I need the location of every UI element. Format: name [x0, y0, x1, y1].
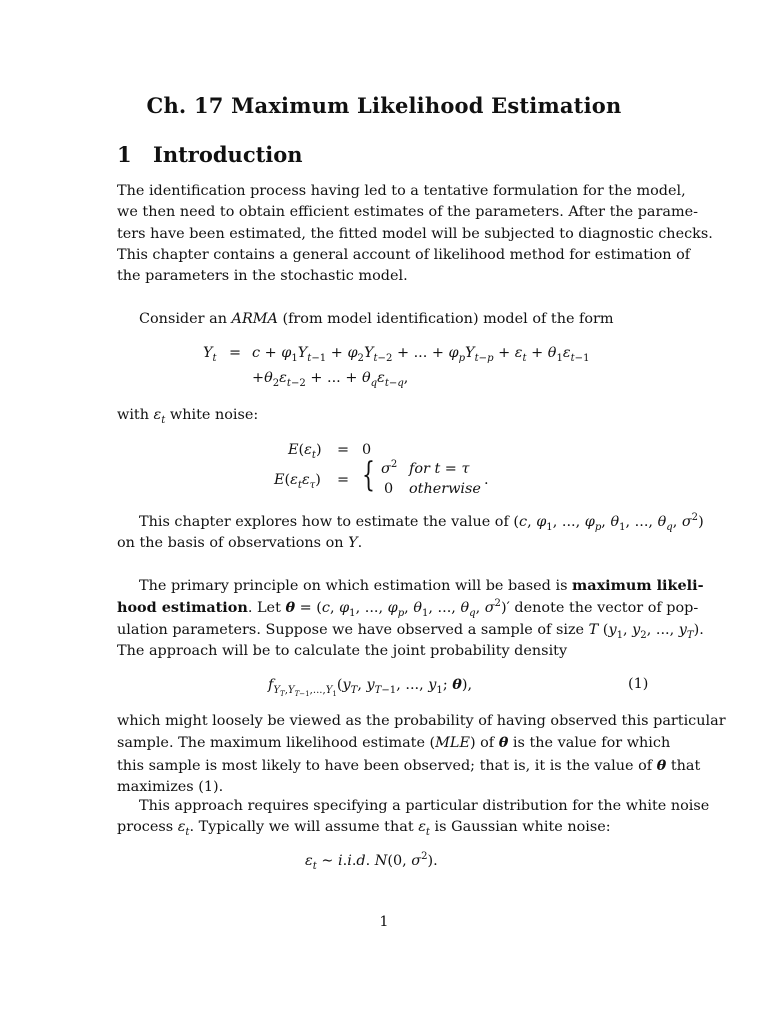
- text-line: The approach will be to calculate the joint probability density: [117, 642, 568, 659]
- text-line: The identification process having led to a tentative formulation for the model,: [117, 183, 686, 199]
- text-line: this sample is most likely to have been observed; that is, it is the value of θ that: [117, 756, 701, 774]
- paragraph-mle-principle: [117, 575, 704, 662]
- text-line: hood estimation. Let θ = (c, $\varphi_1$, ..., $\varphi_p$, $\theta_1$, ..., $\theta_q$, $\sigma^2)'$ denote the vector of pop-: [117, 598, 699, 620]
- equation-arma-line2: $+\theta_2\varepsilon_{t-2}$ + ... + $\theta_q\varepsilon_{t-q}$,: [252, 370, 409, 389]
- text-line: This approach requires specifying a particular distribution for the white noise: [139, 798, 710, 814]
- text-line: maximizes (1).: [117, 778, 224, 795]
- equation-iid-normal: $\varepsilon_t$ ∼ i.i.d. N(0, $\sigma^2$).: [305, 851, 438, 872]
- section-heading: [117, 142, 303, 167]
- text-line: ulation parameters. Suppose we have observed a sample of size T ($y_1$, $y_2$, ..., $y_T$).: [117, 621, 704, 641]
- text-line: This chapter contains a general account of likelihood method for estimation of: [117, 246, 691, 263]
- case-value-2: 0: [384, 481, 394, 497]
- equation-number: (1): [628, 676, 649, 692]
- text-line: on the basis of observations on Y.: [117, 535, 363, 552]
- chapter-title: Ch. 17 Maximum Likelihood Estimation: [146, 93, 622, 118]
- paragraph-intro: [117, 181, 713, 287]
- case-condition-2: otherwise: [409, 481, 481, 497]
- equation-expect-eq: =: [337, 442, 350, 458]
- equation-cov-eq: =: [337, 472, 350, 488]
- text-line: ters have been estimated, the fitted model will be subjected to diagnostic checks.: [117, 225, 713, 242]
- section-number: 1: [117, 142, 132, 167]
- equation-arma-lhs: $Y_t$: [203, 345, 217, 364]
- paragraph-arma-intro: [117, 309, 648, 330]
- paragraph-gaussian: [117, 796, 710, 839]
- equation-joint-density: $f_{Y_T,Y_{T-1},...,Y_1}(y_T$, $y_{T-1}$, ..., $y_1$; θ),: [268, 676, 473, 698]
- text-line: the parameters in the stochastic model.: [117, 268, 408, 285]
- equation-period: .: [484, 472, 489, 488]
- page-number: 1: [379, 914, 389, 930]
- equation-expect-lhs: $E(\varepsilon_t)$: [288, 442, 322, 461]
- case-value-1: $\sigma^2$: [381, 459, 398, 477]
- text-line: The primary principle on which estimation will be based is maximum likeli-: [139, 577, 704, 594]
- text-line: This chapter explores how to estimate the value of (c, $\varphi_1$, ..., $\varphi_p$, $\theta_1$, ..., $\theta_q$, $\sigma^2$): [139, 512, 704, 533]
- text-line: with $\varepsilon_t$ white noise:: [117, 407, 259, 426]
- text-line: which might loosely be viewed as the probability of having observed this particular: [117, 713, 726, 729]
- equation-arma-line1: $c + \varphi_1Y_{t-1} + \varphi_2Y_{t-2}$ + ... + $\varphi_pY_{t-p} + \varepsilon_t + \theta_1\varepsilon_{t-1}$: [252, 345, 590, 364]
- paragraph-white-noise: [117, 405, 648, 426]
- equation-arma-eq: =: [229, 345, 242, 361]
- left-brace: {: [362, 455, 375, 495]
- case-condition-1: for t = τ: [409, 461, 470, 477]
- paragraph-mle-definition: [117, 711, 726, 798]
- paragraph-chapter-explores: [117, 512, 704, 555]
- text-line: we then need to obtain efficient estimates of the parameters. After the parame-: [117, 204, 698, 221]
- equation-expect-rhs: 0: [362, 442, 372, 458]
- text-line: Consider an ARMA (from model identification) model of the form: [139, 311, 614, 327]
- section-title: Introduction: [153, 142, 303, 167]
- text-line: sample. The maximum likelihood estimate (MLE) of θ is the value for which: [117, 734, 671, 752]
- text-line: process $\varepsilon_t$. Typically we will assume that $\varepsilon_t$ is Gaussian white noise:: [117, 819, 611, 839]
- equation-cov-lhs: $E(\varepsilon_t\varepsilon_\tau)$: [274, 472, 321, 491]
